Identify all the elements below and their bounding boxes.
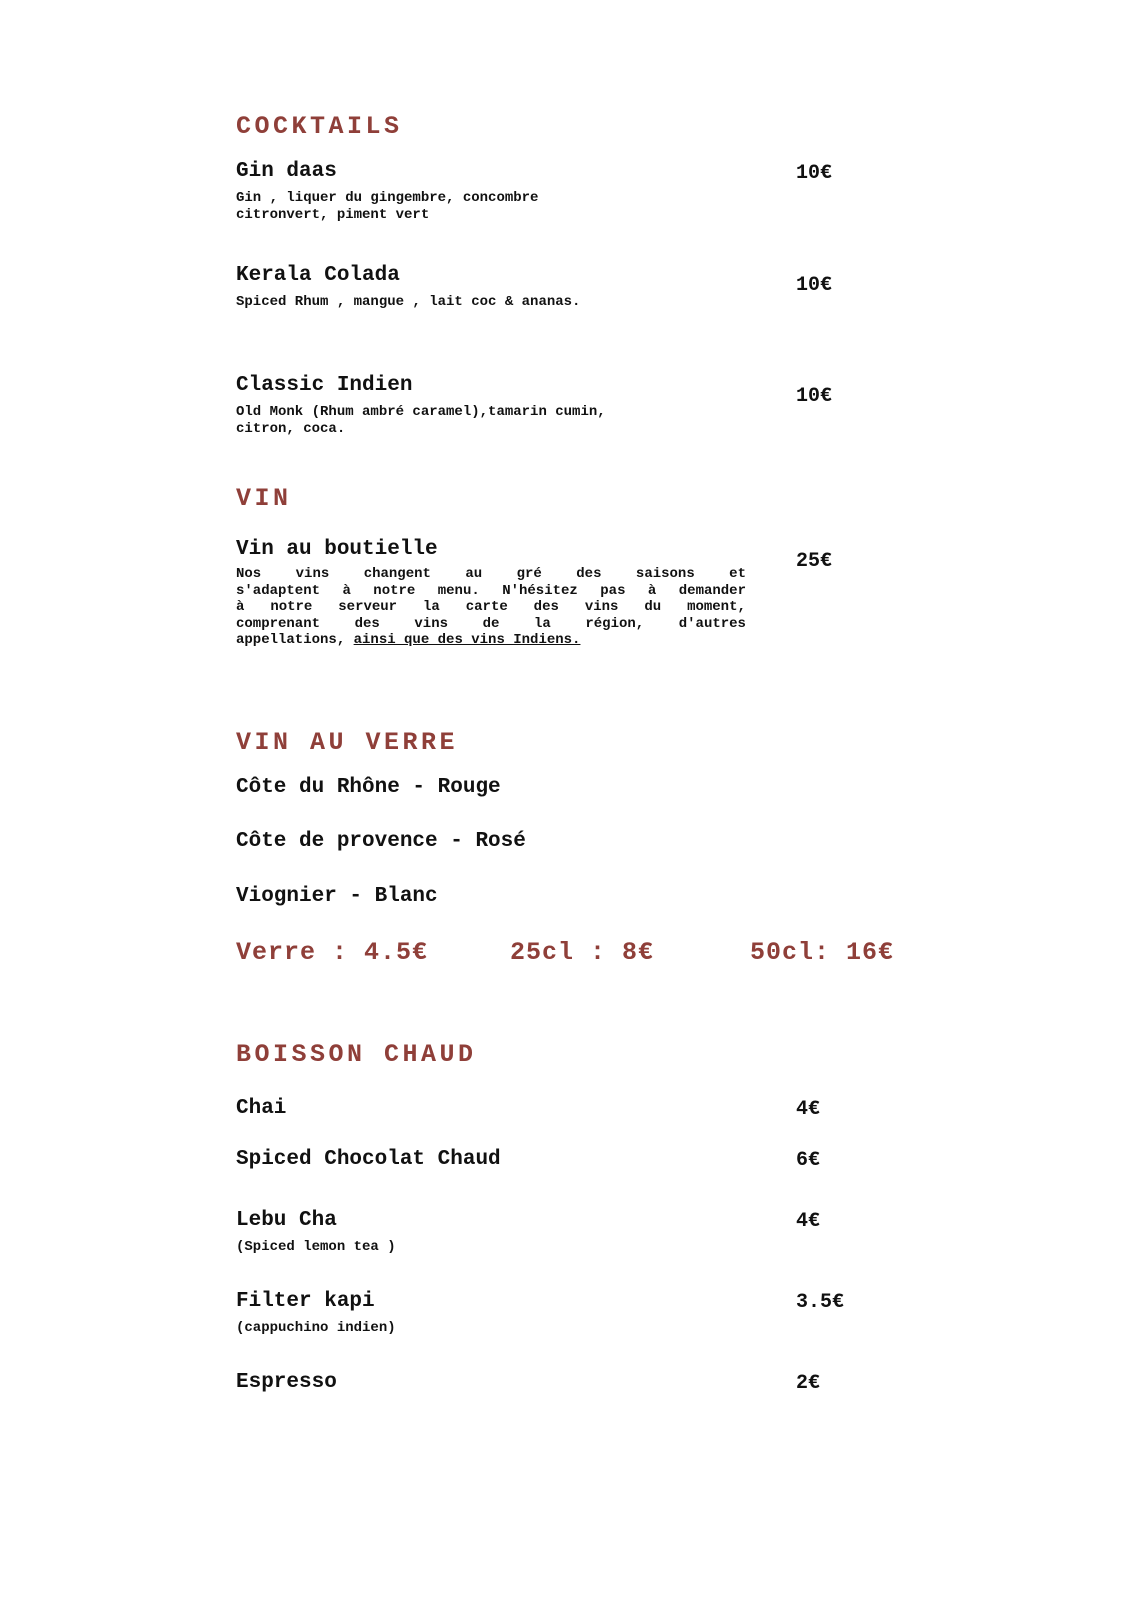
item-price-vin-au-boutielle: 25€ (796, 550, 833, 573)
section-title-cocktails: COCKTAILS (236, 112, 403, 141)
price-50cl: 50cl: 16€ (750, 938, 895, 967)
item-price-espresso: 2€ (796, 1372, 821, 1395)
item-name-gin-daas: Gin daas (236, 160, 337, 183)
section-title-vin-au-verre: VIN AU VERRE (236, 728, 459, 757)
desc-line: appellations, ainsi que des vins Indiens. (236, 632, 581, 648)
desc-line: Nos vins changent au gré des saisons et (236, 566, 746, 582)
wine-rose: Côte de provence - Rosé (236, 830, 526, 853)
desc-line: à notre serveur la carte des vins du moment, (236, 599, 746, 615)
price-verre: Verre : 4.5€ (236, 938, 429, 967)
wine-blanc: Viognier - Blanc (236, 885, 438, 908)
desc-line: Gin , liquer du gingembre, concombre (236, 190, 539, 206)
desc-line: Old Monk (Rhum ambré caramel),tamarin cumin, (236, 404, 606, 420)
item-desc-gin-daas (236, 190, 538, 223)
item-price-lebu-cha: 4€ (796, 1210, 821, 1233)
item-name-kerala-colada: Kerala Colada (236, 264, 400, 287)
underlined-text: ainsi que des vins Indiens. (353, 632, 581, 648)
item-name-spiced-chocolat-chaud: Spiced Chocolat Chaud (236, 1148, 501, 1171)
item-desc-kerala-colada (236, 294, 580, 311)
section-title-vin: VIN (236, 484, 292, 513)
item-price-chai: 4€ (796, 1098, 821, 1121)
section-title-boisson-chaud: BOISSON CHAUD (236, 1040, 477, 1069)
item-name-classic-indien: Classic Indien (236, 374, 413, 397)
item-name-chai: Chai (236, 1097, 287, 1120)
wine-rouge: Côte du Rhône - Rouge (236, 776, 501, 799)
desc-line: s'adaptent à notre menu. N'hésitez pas à demander (236, 582, 746, 599)
item-price-gin-daas: 10€ (796, 162, 833, 185)
item-name-filter-kapi: Filter kapi (236, 1290, 375, 1313)
price-25cl: 25cl : 8€ (510, 938, 655, 967)
item-name-espresso: Espresso (236, 1371, 337, 1394)
item-desc-lebu-cha: (Spiced lemon tea ) (236, 1239, 396, 1255)
item-name-vin-au-boutielle: Vin au boutielle (236, 538, 438, 561)
item-desc-vin-au-boutielle (236, 566, 746, 649)
item-price-spiced-chocolat-chaud: 6€ (796, 1149, 821, 1172)
item-price-filter-kapi: 3.5€ (796, 1291, 845, 1314)
item-name-lebu-cha: Lebu Cha (236, 1209, 337, 1232)
desc-line: citronvert, piment vert (236, 206, 430, 223)
item-price-kerala-colada: 10€ (796, 274, 833, 297)
desc-line: Spiced Rhum , mangue , lait coc & ananas. (236, 294, 581, 310)
item-price-classic-indien: 10€ (796, 385, 833, 408)
desc-line: citron, coca. (236, 420, 346, 437)
item-desc-filter-kapi: (cappuchino indien) (236, 1320, 396, 1336)
desc-line: comprenant des vins de la région, d'autres (236, 615, 746, 632)
item-desc-classic-indien (236, 404, 606, 437)
